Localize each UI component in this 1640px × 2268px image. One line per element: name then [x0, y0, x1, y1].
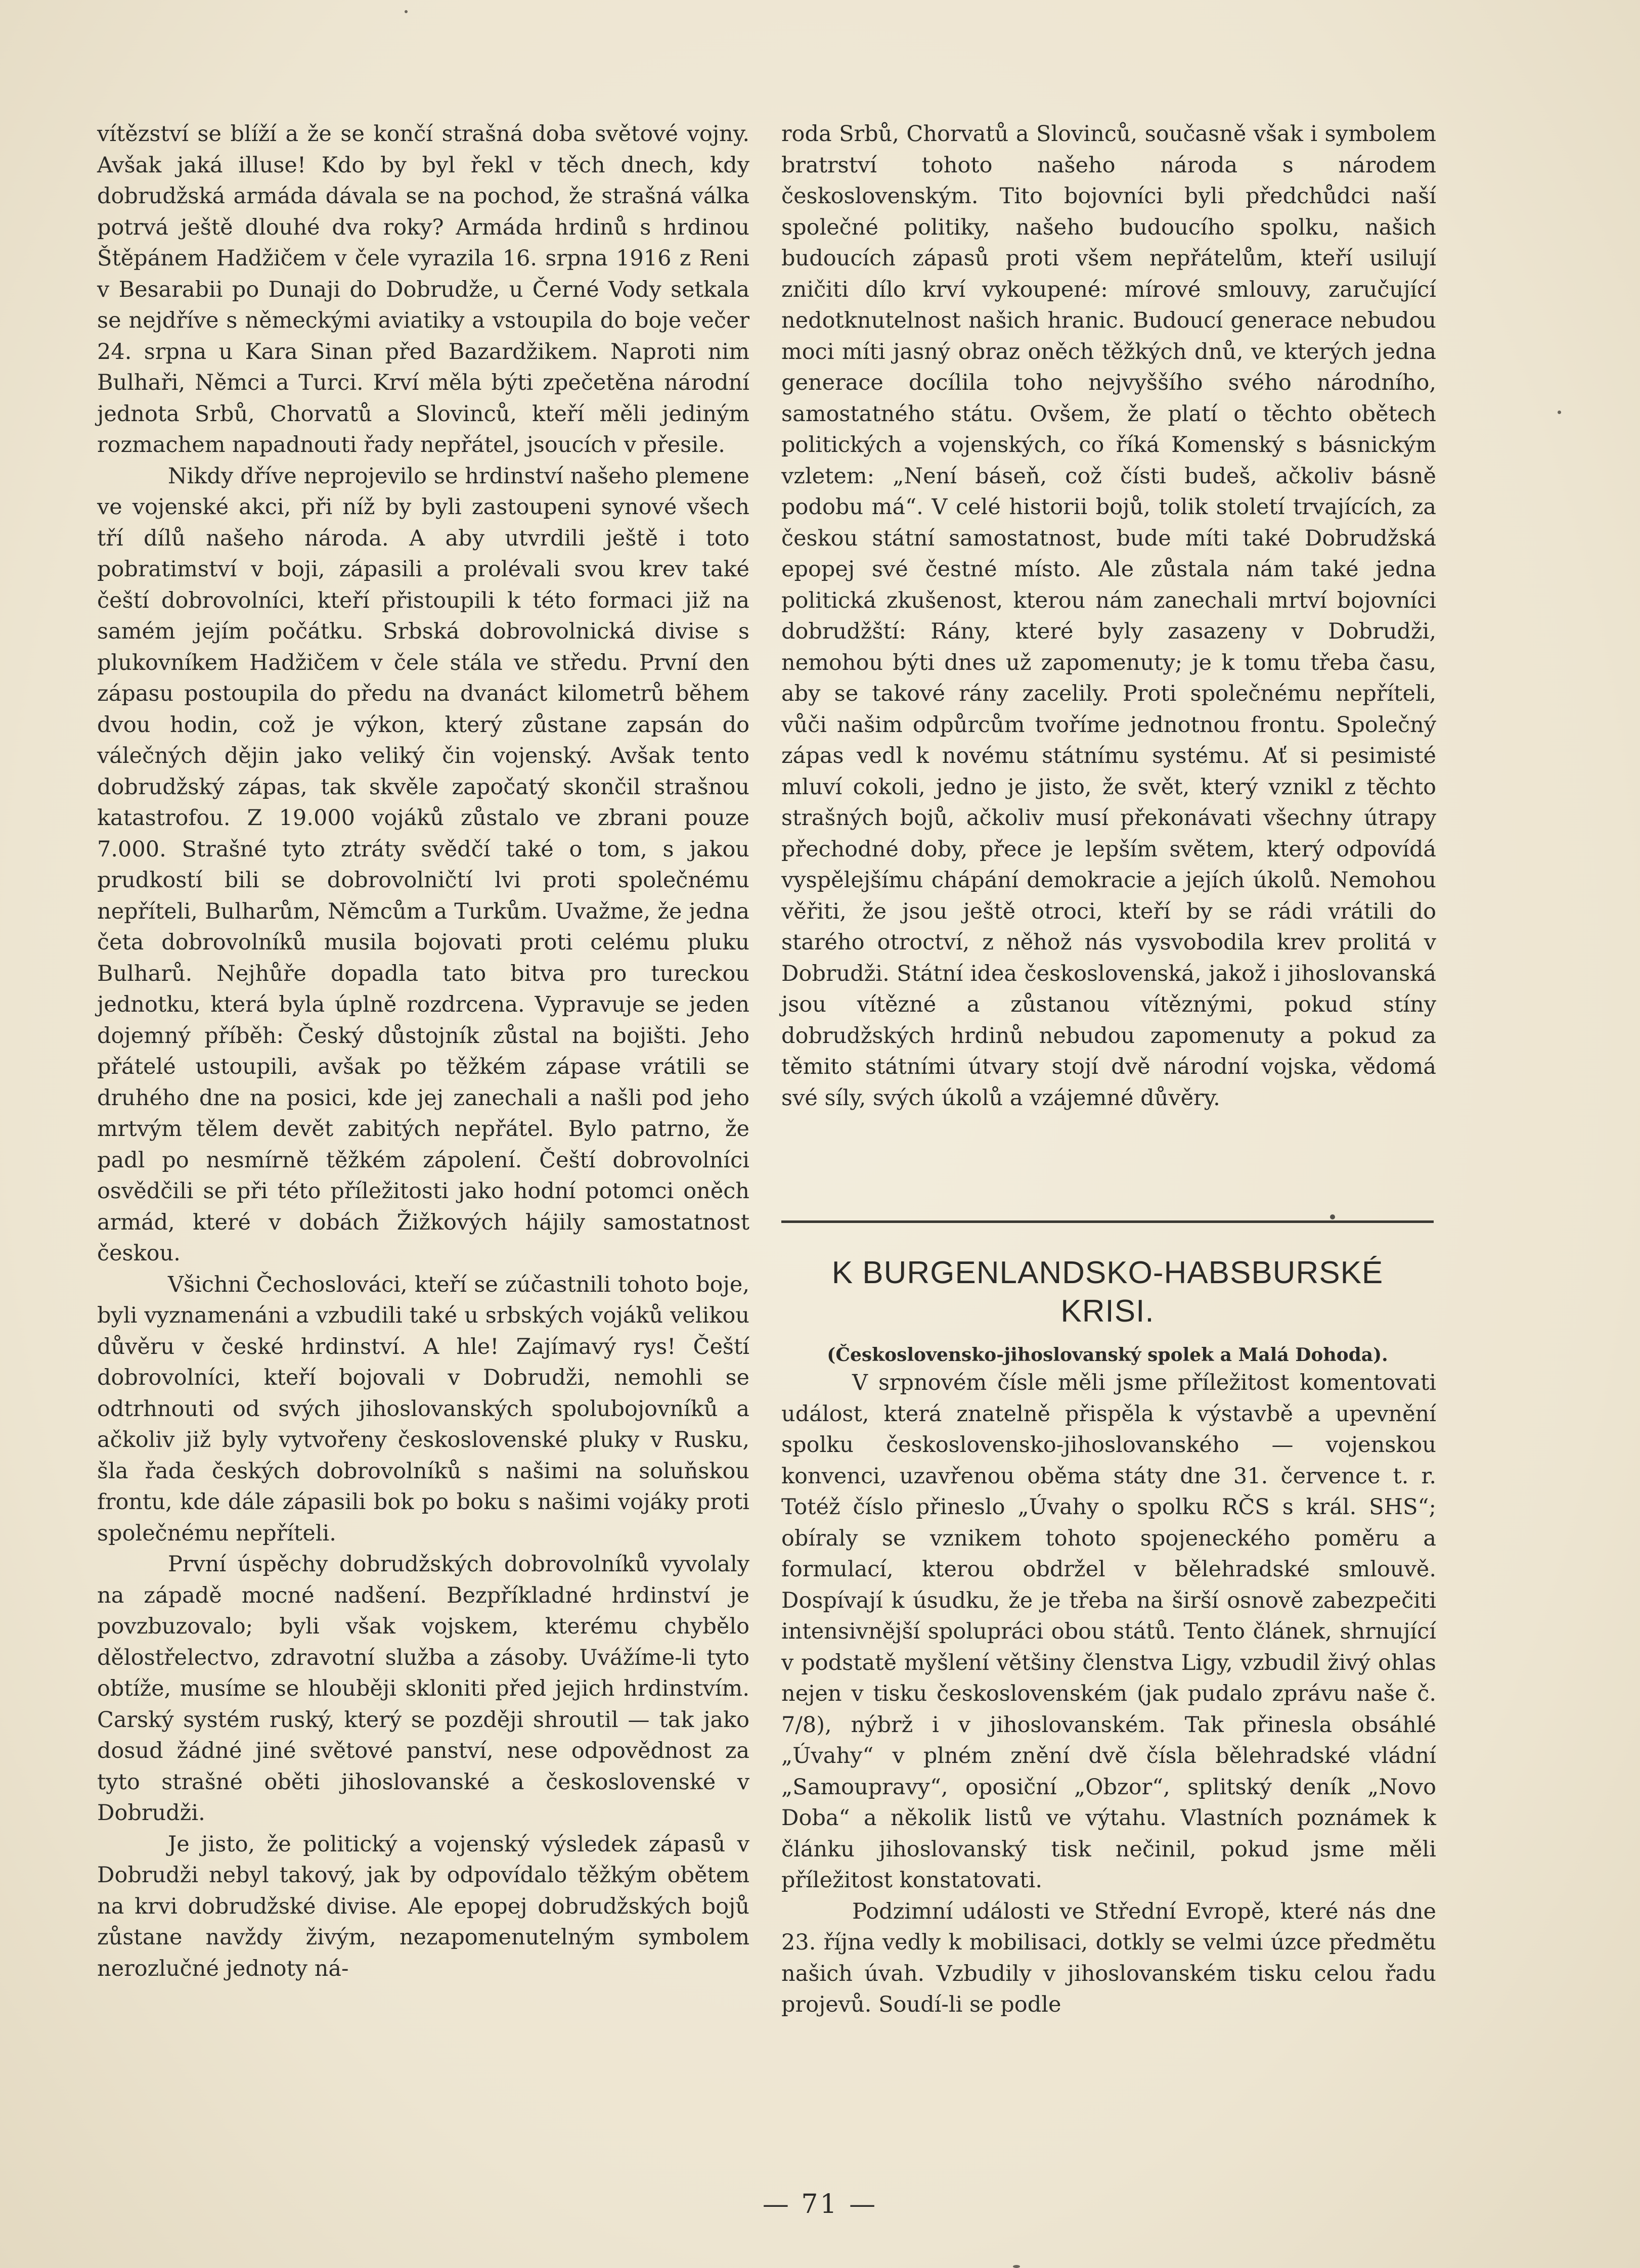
- paragraph: První úspěchy dobrudžských dobrovolníků vyvolaly na západě mocné nadšení. Bezpříkladné hrdinství je povzbuzovalo; byli však vojskem, kterému chybělo dělostřelectvo, zdravotní služba a zásoby. Uvážíme-li tyto obtíže, musíme se hlouběji skloniti před jejich hrdinstvím. Carský systém ruský, který se později shroutil — tak jako dosud žádné jiné světové panství, nese odpovědnost za tyto strašné oběti jihoslovanské a československé v Dobrudži.: [97, 1552, 749, 1826]
- paragraph: vítězství se blíží a že se končí strašná doba světové vojny. Avšak jaká illuse! Kdo by byl řekl v těch dnech, kdy dobrudžská armáda dávala se na pochod, že strašná válka potrvá ještě dlouhé dva roky? Armáda hrdinů s hrdinou Štěpánem Hadžičem v čele vyrazila 16. srpna 1916 z Reni v Besarabii po Dunaji do Dobrudže, u Černé Vody setkala se nejdříve s německými aviatiky a vstoupila do boje večer 24. srpna u Kara Sinan před Bazardžikem. Naproti nim Bulhaři, Němci a Turci. Krví měla býti zpečetěna národní jednota Srbů, Chorvatů a Slovinců, kteří měli jediným rozmachem napadnouti řady nepřátel, jsoucích v přesile.: [97, 121, 749, 458]
- article-header: [781, 1254, 1434, 1366]
- paragraph: Podzimní události ve Střední Evropě, které nás dne 23. října vedly k mobilisaci, dotkly se velmi úzce předmětu našich úvah. Vzbudily v jihoslovanském tisku celou řadu projevů. Soudí-li se podle: [781, 1898, 1436, 2017]
- section-divider: [781, 1220, 1434, 1223]
- paragraph: Všichni Čechoslováci, kteří se zúčastnili tohoto boje, byli vyznamenáni a vzbudili také u srbských vojáků velikou důvěru v české hrdinství. A hle! Zajímavý rys! Čeští dobrovolníci, kteří bojovali v Dobrudži, nemohli se odtrhnouti od svých jihoslovanských spolubojovníků a ačkoliv již byly vytvořeny československé pluky v Rusku, šla řada českých dobrovolníků s našimi na soluňskou frontu, kde dále zápasili bok po boku s našimi vojáky proti společnému nepříteli.: [97, 1272, 749, 1546]
- paragraph: Je jisto, že politický a vojenský výsledek zápasů v Dobrudži nebyl takový, jak by odpovídalo těžkým obětem na krvi dobrudžské divise. Ale epopej dobrudžských bojů zůstane navždy živým, nezapomenutelným symbolem nerozlučné jednoty ná-: [97, 1831, 749, 1981]
- article-title: K BURGENLANDSKO-HABSBURSKÉ KRISI.: [831, 1255, 1384, 1329]
- paragraph: roda Srbů, Chorvatů a Slovinců, současně však i symbolem bratrství tohoto našeho národa s národem československým. Tito bojovníci byli předchůdci naší společné politiky, našeho budoucího spolku, našich budoucích zápasů proti všem nepřátelům, kteří usilují zničiti dílo krví vykoupené: mírové smlouvy, zaručující nedotknutelnost našich hranic. Budoucí generace nebudou moci míti jasný obraz oněch těžkých dnů, ve kterých jedna generace docílila toho nejvyššího svého národního, samostatného státu. Ovšem, že platí o těchto obětech politických a vojenských, co říká Komenský s básnickým vzletem: „Není báseň, což čísti budeš, ačkoliv básně podobu má“. V celé historii bojů, tolik století trvajících, za českou státní samostatnost, bude míti také Dobrudžská epopej své čestné místo. Ale zůstala nám také jedna politická zkušenost, kterou nám zanechali mrtví bojovníci dobrudžští: Rány, které byly zasazeny v Dobrudži, nemohou býti dnes už zapomenuty; je k tomu třeba času, aby se takové rány zacelily. Proti společnému nepříteli, vůči našim odpůrcům tvoříme jednotnou frontu. Společný zápas vedl k novému státnímu systému. Ať si pesimisté mluví cokoli, jedno je jisto, že svět, který vznikl z těchto strašných bojů, ačkoliv musí překonávati všechny útrapy přechodné doby, přece je lepším světem, který odpovídá vyspělejšímu chápání demokracie a jejích úkolů. Nemohou věřiti, že jsou ještě otroci, kteří by se rádi vrátili do starého otroctví, z něhož nás vysvobodila krev prolitá v Dobrudži. Státní idea československá, jakož i jihoslovanská jsou vítězné a zůstanou vítěznými, pokud stíny dobrudžských hrdinů nebudou zapomenuty a pokud za těmito státními útvary stojí dvě národní vojska, vědomá své síly, svých úkolů a vzájemné důvěry.: [781, 121, 1436, 1111]
- article-body: [781, 1368, 1436, 2021]
- right-column: [781, 119, 1436, 1114]
- page-number: — 71 —: [762, 2189, 878, 2219]
- paragraph: Nikdy dříve neprojevilo se hrdinství našeho plemene ve vojenské akci, při níž by byli zastoupeni synové všech tří dílů našeho národa. A aby utvrdili ještě i toto pobratimství v boji, zápasili a prolévali svou krev také čeští dobrovolníci, kteří přistoupili k této formaci již na samém jejím počátku. Srbská dobrovolnická divise s plukovníkem Hadžičem v čele stála ve středu. První den zápasu postoupila do předu na dvanáct kilometrů během dvou hodin, což je výkon, který zůstane zapsán do válečných dějin jako veliký čin vojenský. Avšak tento dobrudžský zápas, tak skvěle započatý skončil strašnou katastrofou. Z 19.000 vojáků zůstalo ve zbrani pouze 7.000. Strašné tyto ztráty svědčí také o tom, s jakou prudkostí bili se dobrovolničtí lvi proti společnému nepříteli, Bulharům, Němcům a Turkům. Uvažme, že jedna četa dobrovolníků musila bojovati proti celému pluku Bulharů. Nejhůře dopadla tato bitva pro tureckou jednotku, která byla úplně rozdrcena. Vypravuje se jeden dojemný příběh: Český důstojník zůstal na bojišti. Jeho přátelé ustoupili, avšak po těžkém zápase vrátili se druhého dne na posici, kde jej zanechali a našli pod jeho mrtvým tělem devět zabitých nepřátel. Bylo patrno, že padl po nesmírně těžkém zápolení. Čeští dobrovolníci osvědčili se při této příležitosti jako hodní potomci oněch armád, které v dobách Žižkových hájily samostatnost českou.: [97, 463, 749, 1266]
- left-column: [97, 119, 749, 1984]
- paper-speck: [405, 10, 408, 13]
- paragraph: V srpnovém čísle měli jsme příležitost komentovati událost, která znatelně přispěla k výstavbě a upevnění spolku československo-jihoslovanského — vojenskou konvenci, uzavřenou oběma státy dne 31. července t. r. Totéž číslo přineslo „Úvahy o spolku RČS s král. SHS“; obíraly se vznikem tohoto spojeneckého poměru a formulací, kterou obdržel v bělehradské smlouvě. Dospívají k úsudku, že je třeba na širší osnově zabezpečiti intensivnější spolupráci obou států. Tento článek, shrnující v podstatě myšlení většiny členstva Ligy, vzbudil živý ohlas nejen v tisku československém (jak pudalo zprávu naše č. 7/8), nýbrž i v jihoslovanském. Tak přinesla obsáhlé „Úvahy“ v plném znění dvě čísla bělehradské vládní „Samoupravy“, oposiční „Obzor“, splitský deník „Novo Doba“ a několik listů ve výtahu. Vlastních poznámek k článku jihoslovanský tisk nečinil, pokud jsme měli příležitost konstatovati.: [781, 1370, 1436, 1893]
- paper-speck: [1013, 2265, 1020, 2268]
- paper-speck: [1558, 411, 1561, 414]
- article-subtitle: (Československo-jihoslovanský spolek a Malá Dohoda).: [827, 1344, 1388, 1366]
- divider-dot: [1330, 1214, 1335, 1219]
